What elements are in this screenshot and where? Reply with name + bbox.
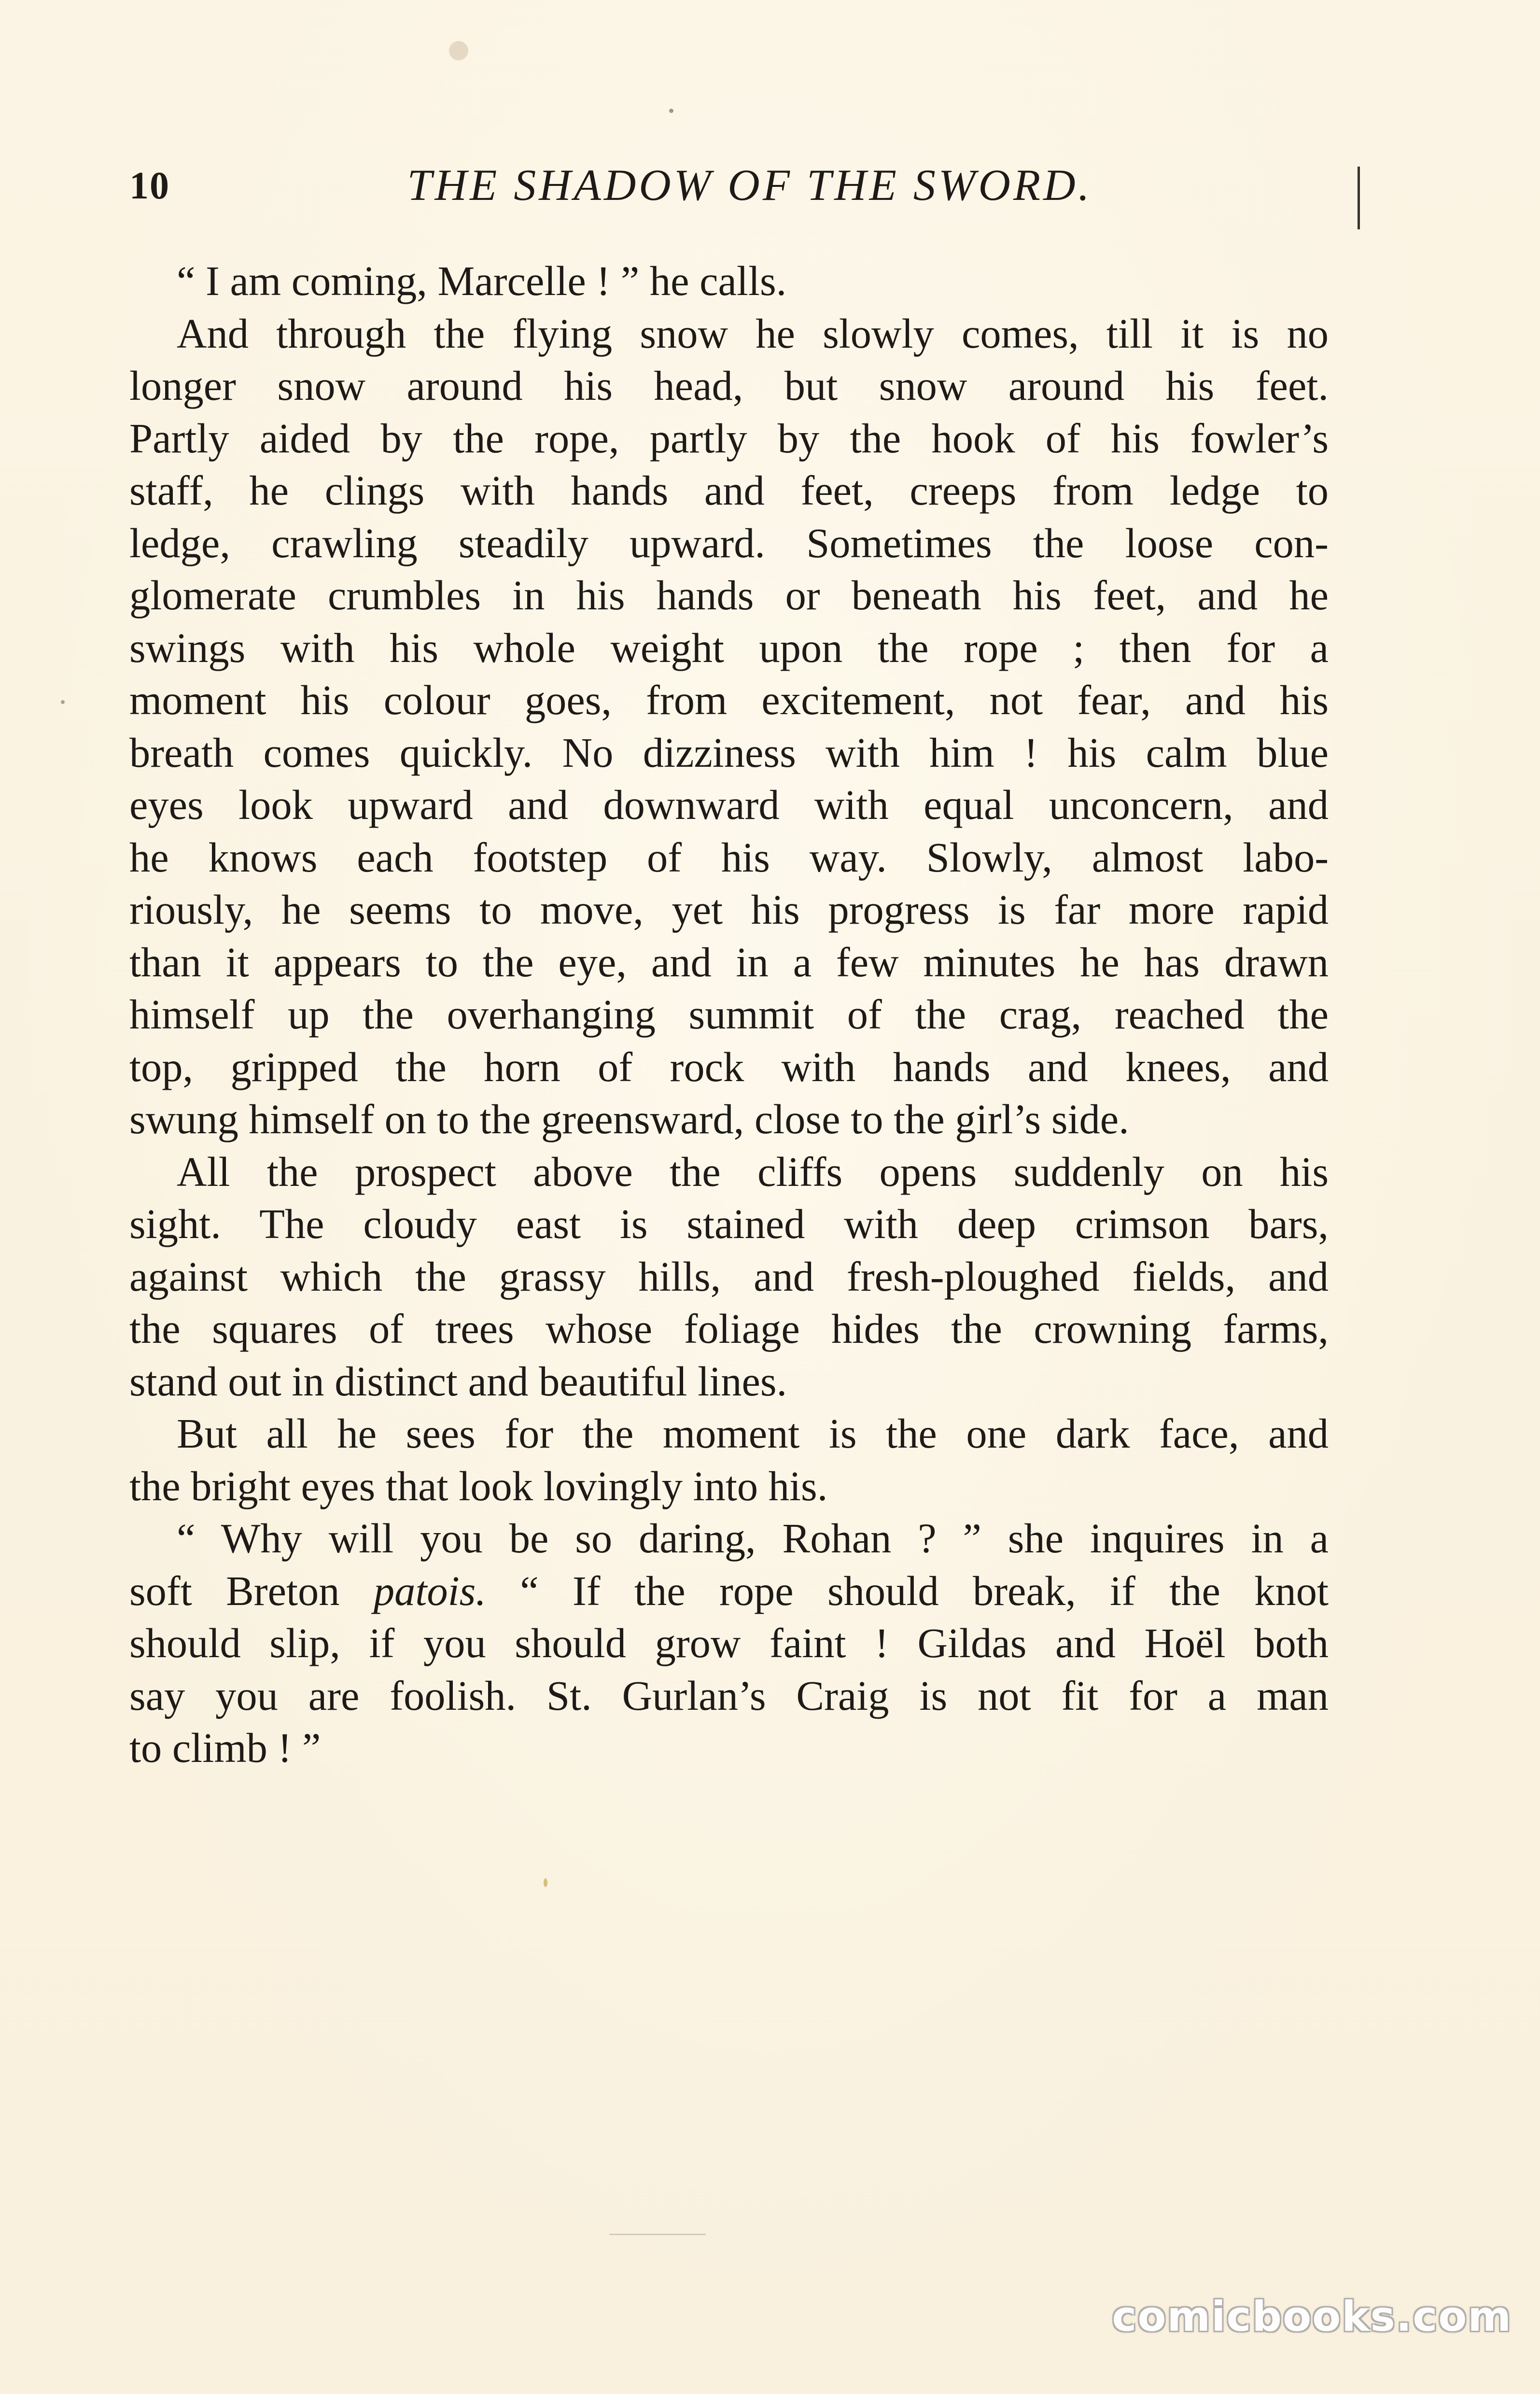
paper-fleck	[544, 1878, 547, 1887]
text-line: eyes look upward and downward with equal unconcern, and	[129, 782, 1329, 828]
text-line: moment his colour goes, from excitement, not fear, and his	[129, 677, 1329, 723]
body-text	[129, 255, 1329, 1774]
page-number: 10	[129, 165, 170, 207]
text-segment: “ If the rope should break, if the knot	[486, 1567, 1329, 1614]
text-line: swings with his whole weight upon the rope ; then for a	[129, 624, 1329, 671]
text-line: he knows each footstep of his way. Slowly, almost labo-	[129, 834, 1329, 881]
text-line: to climb ! ”	[129, 1725, 321, 1771]
text-line: sight. The cloudy east is stained with deep crimson bars,	[129, 1201, 1329, 1247]
text-line: glomerate crumbles in his hands or beneath his feet, and he	[129, 572, 1329, 619]
text-line: the bright eyes that look lovingly into his.	[129, 1463, 828, 1509]
italic-word: patois.	[373, 1567, 486, 1614]
text-line: himself up the overhanging summit of the crag, reached the	[129, 991, 1329, 1038]
text-line: staff, he clings with hands and feet, creeps from ledge to	[129, 467, 1329, 514]
paper-fleck	[669, 109, 673, 113]
paper-fleck	[449, 41, 468, 60]
text-line: against which the grassy hills, and fresh-ploughed fields, and	[129, 1253, 1329, 1300]
text-line: top, gripped the horn of rock with hands and knees, and	[129, 1043, 1329, 1090]
text-line: than it appears to the eye, and in a few minutes he has drawn	[129, 939, 1329, 986]
text-line: should slip, if you should grow faint ! Gildas and Hoël both	[129, 1620, 1329, 1666]
page-header	[129, 159, 1331, 217]
text-line: riously, he seems to move, yet his progress is far more rapid	[129, 887, 1329, 933]
text-line: Partly aided by the rope, partly by the hook of his fowler’s	[129, 415, 1329, 462]
text-line: “ Why will you be so daring, Rohan ? ” she inquires in a	[177, 1515, 1329, 1562]
text-line: breath comes quickly. No dizziness with him ! his calm blue	[129, 729, 1329, 776]
bottom-rule	[609, 2234, 706, 2235]
text-line: And through the flying snow he slowly comes, till it is no	[177, 310, 1329, 357]
text-line: say you are foolish. St. Gurlan’s Craig is not fit for a man	[129, 1672, 1329, 1719]
text-line: the squares of trees whose foliage hides the crowning farms,	[129, 1306, 1329, 1352]
text-line: swung himself on to the greensward, close to the girl’s side.	[129, 1096, 1129, 1142]
text-line: stand out in distinct and beautiful lines.	[129, 1358, 787, 1405]
running-title: THE SHADOW OF THE SWORD.	[407, 160, 1092, 210]
text-line: But all he sees for the moment is the one dark face, and	[177, 1410, 1329, 1457]
text-line: ledge, crawling steadily upward. Sometimes the loose con-	[129, 520, 1329, 566]
text-line-mixed	[129, 1565, 1329, 1618]
paper-fleck	[61, 700, 65, 704]
margin-mark	[1358, 167, 1360, 229]
text-line: longer snow around his head, but snow around his feet.	[129, 363, 1329, 409]
text-segment: soft Breton	[129, 1567, 374, 1614]
text-line: “ I am coming, Marcelle ! ” he calls.	[177, 258, 787, 304]
text-line: All the prospect above the cliffs opens suddenly on his	[177, 1148, 1329, 1195]
site-watermark: comicbooks.com	[1112, 2293, 1512, 2341]
